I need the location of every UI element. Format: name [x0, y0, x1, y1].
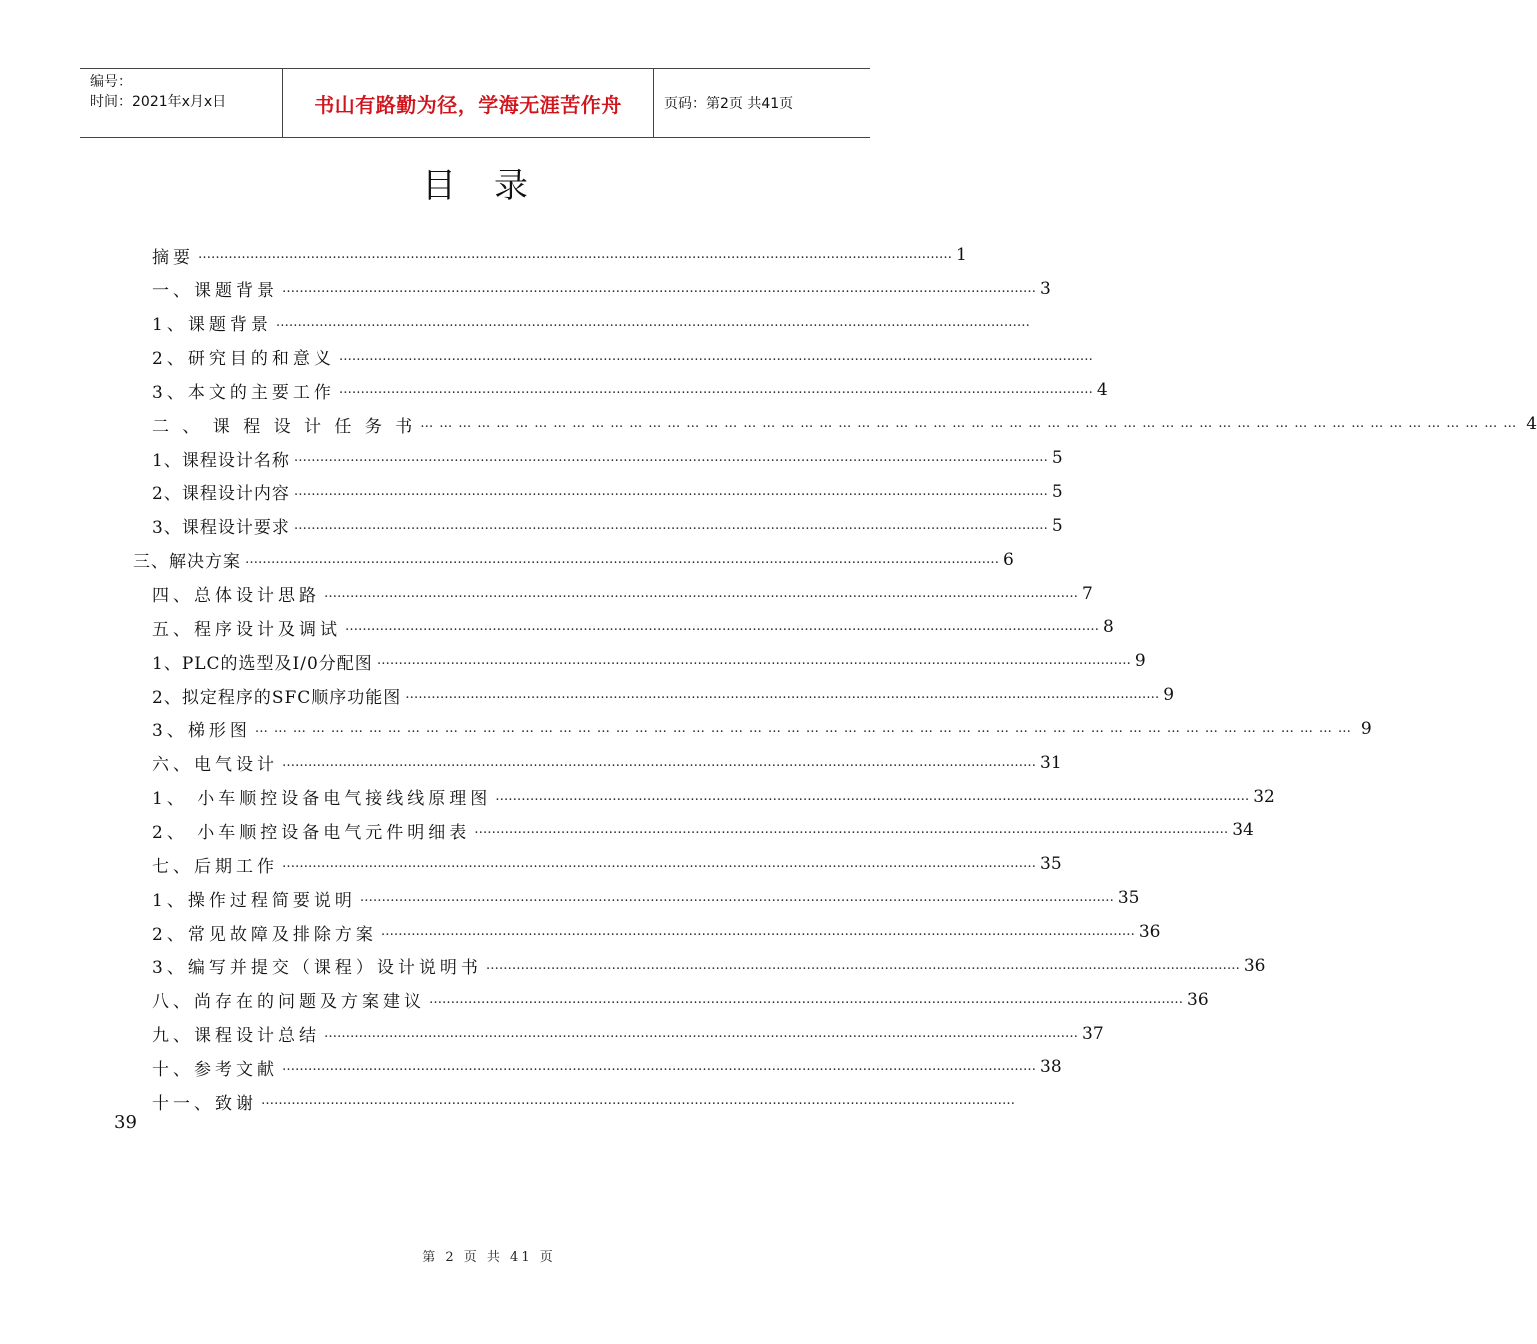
- toc-entry: [152, 649, 1146, 674]
- toc-leader-dots: …………………………………………………………………………………………………………………………………………………………: [338, 348, 1093, 364]
- toc-entry-page: 5: [1051, 481, 1063, 502]
- toc-entry-page: 34: [1232, 820, 1254, 841]
- toc-entry-page: 9: [1134, 651, 1146, 672]
- toc-leader-dots: …………………………………………………………………………………………………………………………………………………………: [282, 280, 1036, 296]
- toc-leader-dots: …………………………………………………………………………………………………………………………………………………………: [474, 822, 1229, 838]
- toc-entry: [152, 988, 1209, 1013]
- toc-leader-dots: …………………………………………………………………………………………………………………………………………………………: [495, 788, 1250, 804]
- toc-entry-page: 36: [1243, 955, 1266, 976]
- toc-entry-page: 4: [1096, 380, 1108, 401]
- toc-leader-dots: …………………………………………………………………………………………………………………………………………………………: [293, 450, 1048, 466]
- toc-leader-dots: …………………………………………………………………………………………………………………………………………………………: [338, 382, 1093, 398]
- toc-entry-label: 十一、致谢: [152, 1093, 257, 1114]
- toc-entry: [152, 615, 1114, 640]
- toc-entry-label: 六、电气设计: [152, 755, 278, 776]
- page-footer: 第 2 页 共 41 页: [422, 1250, 556, 1265]
- toc-leader-dots: …………………………………………………………………………………………………………………………………………………………: [324, 1025, 1078, 1041]
- toc-entry: [152, 1089, 1015, 1114]
- toc-entry-page: 35: [1040, 854, 1062, 875]
- toc-leader-dots: …………………………………………………………………………………………………………………………………………………………: [324, 585, 1078, 601]
- toc-entry: [152, 446, 1063, 471]
- toc-leader-dots: …………………………………………………………………………………………………………………………………………………………: [275, 314, 1030, 330]
- toc-entry: [152, 683, 1175, 708]
- toc-entry-page: 4: [1526, 414, 1537, 435]
- toc-entry-page: 5: [1051, 448, 1063, 469]
- toc-entry-label: 摘要: [152, 247, 194, 268]
- toc-entry-page: 1: [956, 245, 967, 265]
- toc-entry-label: 2、常见故障及排除方案: [152, 924, 377, 945]
- toc-entry-label: 九、课程设计总结: [152, 1026, 320, 1047]
- toc-leader-dots: …………………………………………………………………………………………………………………………………………………………: [261, 1093, 1015, 1109]
- page-info: 页码：第2页 共41页: [664, 96, 794, 112]
- page-title: 目录: [422, 166, 566, 206]
- toc-entry: [152, 785, 1275, 810]
- toc-entry-label: 七、后期工作: [152, 856, 278, 877]
- toc-entry: [152, 818, 1254, 843]
- toc-entry: [152, 717, 1372, 742]
- toc-entry: [152, 311, 1030, 336]
- toc-entry: [133, 548, 1014, 573]
- toc-leader-dots: …………………………………………………………………………………………………………………………………………………………: [254, 720, 1357, 736]
- toc-entry: [152, 243, 967, 268]
- time-label: 时间：2021年x月x日: [90, 94, 227, 110]
- toc-entry-label: 八、尚存在的问题及方案建议: [152, 992, 425, 1013]
- toc-entry-page: 38: [1040, 1057, 1062, 1078]
- toc-leader-dots: …………………………………………………………………………………………………………………………………………………………: [198, 247, 952, 262]
- toc-leader-dots: …………………………………………………………………………………………………………………………………………………………: [485, 957, 1240, 973]
- toc-entry-page: 37: [1082, 1023, 1104, 1044]
- toc-entry-label: 3、本文的主要工作: [152, 382, 335, 403]
- toc-leader-dots: …………………………………………………………………………………………………………………………………………………………: [245, 551, 999, 567]
- toc-entry-label: 一、课题背景: [152, 281, 278, 302]
- toc-entry: [152, 920, 1161, 945]
- toc-entry-label: 十、参考文献: [152, 1059, 278, 1080]
- toc-leader-dots: …………………………………………………………………………………………………………………………………………………………: [429, 991, 1183, 1007]
- toc-leader-dots: …………………………………………………………………………………………………………………………………………………………: [380, 924, 1135, 939]
- toc-entry: [152, 582, 1093, 606]
- toc-entry-label: 2、研究目的和意义: [152, 349, 335, 370]
- toc-entry-label: 四、总体设计思路: [152, 586, 320, 606]
- toc-entry-label: 五、程序设计及调试: [152, 619, 341, 640]
- number-label: 编号：: [90, 74, 132, 90]
- toc-entry: [152, 480, 1063, 505]
- toc-entry: [152, 751, 1062, 776]
- toc-leader-dots: …………………………………………………………………………………………………………………………………………………………: [345, 619, 1099, 635]
- toc-entry-page: 3: [1040, 278, 1051, 299]
- toc-entry-page: 9: [1360, 718, 1372, 739]
- toc-leader-dots: …………………………………………………………………………………………………………………………………………………………: [293, 517, 1048, 533]
- toc-entry: [152, 412, 1537, 437]
- toc-entry-label: 三、解决方案: [133, 552, 241, 573]
- toc-entry-label: 2、课程设计内容: [152, 484, 290, 505]
- toc-leader-dots: …………………………………………………………………………………………………………………………………………………………: [376, 653, 1131, 669]
- toc-entry-page: 8: [1103, 617, 1114, 638]
- toc-leader-dots: …………………………………………………………………………………………………………………………………………………………: [405, 687, 1160, 703]
- toc-entry-label: 1、操作过程简要说明: [152, 890, 356, 911]
- toc-entry-label: 1、课程设计名称: [152, 450, 290, 471]
- toc-entry: [152, 886, 1140, 911]
- toc-leader-dots: …………………………………………………………………………………………………………………………………………………………: [282, 1059, 1036, 1075]
- toc-entry-label: 1、PLC的选型及I/0分配图: [152, 653, 373, 674]
- toc-wrapped-page-number: 39: [114, 1112, 137, 1133]
- toc-entry: [152, 1022, 1104, 1047]
- toc-entry-label: 2、 小车顺控设备电气元件明细表: [152, 822, 471, 843]
- toc-entry-label: 1、课题背景: [152, 315, 272, 336]
- toc-entry-label: 1、 小车顺控设备电气接线线原理图: [152, 789, 492, 810]
- toc-entry: [152, 345, 1093, 370]
- toc-leader-dots: …………………………………………………………………………………………………………………………………………………………: [420, 416, 1523, 432]
- toc-entry-page: 9: [1163, 685, 1175, 706]
- toc-entry-page: 31: [1040, 752, 1062, 773]
- toc-entry-label: 2、拟定程序的SFC顺序功能图: [152, 687, 402, 708]
- toc-entry-page: 36: [1187, 989, 1209, 1010]
- toc-entry-page: 6: [1003, 549, 1014, 570]
- motto: 书山有路勤为径，学海无涯苦作舟: [314, 92, 622, 117]
- toc-leader-dots: …………………………………………………………………………………………………………………………………………………………: [282, 856, 1036, 872]
- toc-entry-label: 3、课程设计要求: [152, 518, 290, 539]
- toc-entry: [152, 378, 1108, 403]
- toc-leader-dots: …………………………………………………………………………………………………………………………………………………………: [293, 483, 1048, 499]
- toc-entry: [152, 852, 1062, 877]
- toc-entry: [152, 954, 1266, 979]
- toc-leader-dots: …………………………………………………………………………………………………………………………………………………………: [359, 890, 1114, 906]
- toc-entry-page: 35: [1117, 888, 1140, 909]
- toc-entry-label: 二 、 课 程 设 计 任 务 书: [152, 416, 417, 437]
- toc-entry-label: 3、编写并提交（课程）设计说明书: [152, 958, 482, 979]
- toc-entry: [152, 277, 1051, 302]
- toc-entry-label: 3、梯形图: [152, 721, 251, 742]
- toc-entry-page: 7: [1082, 583, 1093, 604]
- toc-entry-page: 5: [1051, 515, 1063, 536]
- toc-leader-dots: …………………………………………………………………………………………………………………………………………………………: [282, 754, 1036, 770]
- toc-entry-page: 36: [1138, 922, 1161, 942]
- toc-entry: [152, 514, 1063, 539]
- toc-entry-page: 32: [1253, 786, 1275, 807]
- toc-entry: [152, 1055, 1062, 1080]
